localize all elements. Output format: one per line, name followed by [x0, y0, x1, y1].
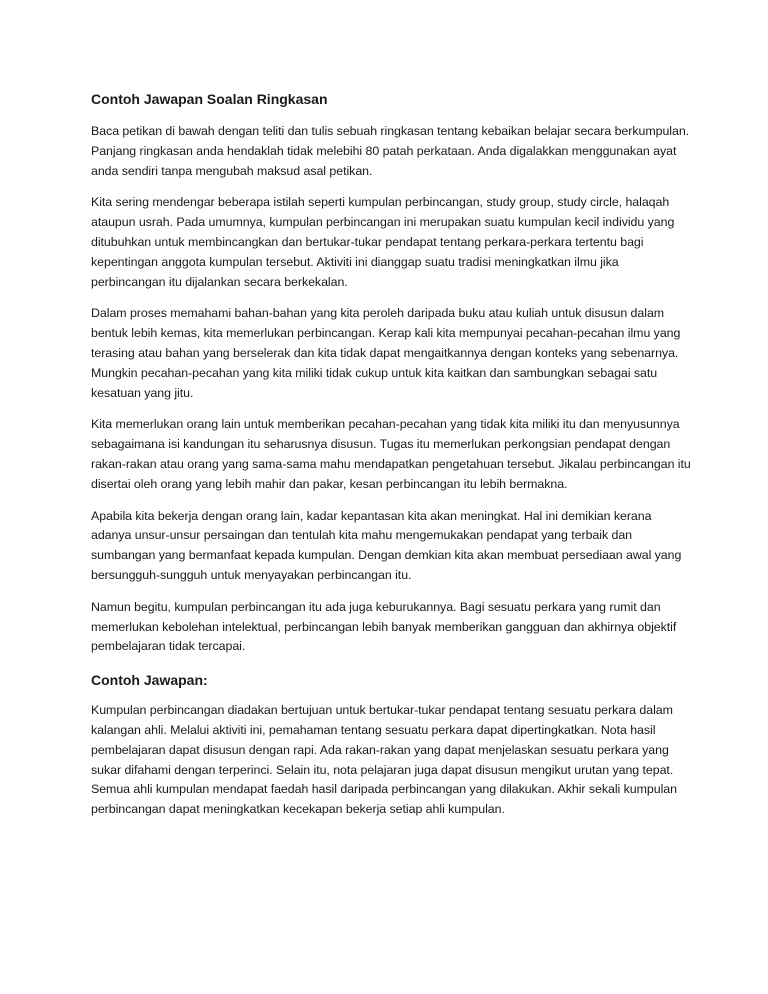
passage-paragraph-1: Kita sering mendengar beberapa istilah seperti kumpulan perbincangan, study group, study circle, halaqah ataupun usrah. Pada umumnya, kumpulan perbincangan ini merupakan suatu kumpulan kecil individu yang ditubuhkan untuk membincangkan dan bertukar-tukar pendapat tentang perkara-perkara tertentu bagi kepentingan anggota kumpulan tersebut. Aktiviti ini dianggap suatu tradisi meningkatkan ilmu jika perbincangan itu dijalankan secara berkekalan. — [91, 195, 675, 289]
document-title: Contoh Jawapan Soalan Ringkasan — [91, 91, 328, 107]
instruction-paragraph: Baca petikan di bawah dengan teliti dan tulis sebuah ringkasan tentang kebaikan belajar secara berkumpulan. Panjang ringkasan anda hendaklah tidak melebihi 80 patah perkataan. Anda digalakkan menggunakan ayat anda sendiri tanpa mengubah maksud asal petikan. — [91, 124, 690, 178]
document-page — [91, 88, 691, 832]
answer-paragraph: Kumpulan perbincangan diadakan bertujuan untuk bertukar-tukar pendapat tentang sesuatu perkara dalam kalangan ahli. Melalui aktiviti ini, pemahaman tentang sesuatu perkara dapat dipertingkatkan. Nota hasil pembelajaran dapat disusun dengan rapi. Ada rakan-rakan yang dapat menjelaskan sesuatu perkara yang sukar difahami dengan terperinci. Selain itu, nota pelajaran juga dapat disusun mengikut urutan yang tepat. Semua ahli kumpulan mendapat faedah hasil daripada perbincangan yang dilakukan. Akhir sekali kumpulan perbincangan dapat meningkatkan kecekapan bekerja setiap ahli kumpulan. — [91, 703, 677, 817]
passage-paragraph-4: Apabila kita bekerja dengan orang lain, kadar kepantasan kita akan meningkat. Hal ini demikian kerana adanya unsur-unsur persaingan dan tentulah kita mahu mengemukakan pendapat yang terbaik dan sumbangan yang bermanfaat kepada kumpulan. Dengan demkian kita akan membuat persediaan awal yang bersungguh-sungguh untuk menyayakan perbincangan itu. — [91, 508, 682, 582]
passage-paragraph-5: Namun begitu, kumpulan perbincangan itu ada juga keburukannya. Bagi sesuatu perkara yang rumit dan memerlukan kebolehan intelektual, perbincangan lebih banyak memberikan gangguan dan akhirnya objektif pembelajaran tidak tercapai. — [91, 599, 677, 654]
passage-paragraph-2: Dalam proses memahami bahan-bahan yang kita peroleh daripada buku atau kuliah untuk disusun dalam bentuk lebih kemas, kita memerlukan perbincangan. Kerap kali kita mempunyai pecahan-pecahan ilmu yang terasing atau bahan yang berselerak dan kita tidak dapat mengaitkannya dengan konteks yang sebenarnya. Mungkin pecahan-pecahan yang kita miliki tidak cukup untuk kita kaitkan dan sambungkan sebagai satu kesatuan yang jitu. — [91, 306, 681, 400]
passage-paragraph-3: Kita memerlukan orang lain untuk memberikan pecahan-pecahan yang tidak kita miliki itu dan menyusunnya sebagaimana isi kandungan itu seharusnya disusun. Tugas itu memerlukan perkongsian pendapat dengan rakan-rakan atau orang yang sama-sama mahu mendapatkan pengetahuan tersebut. Jikalau perbincangan itu disertai oleh orang yang lebih mahir dan pakar, kesan perbincangan itu lebih bermakna. — [91, 417, 691, 491]
answer-heading: Contoh Jawapan: — [91, 672, 208, 689]
